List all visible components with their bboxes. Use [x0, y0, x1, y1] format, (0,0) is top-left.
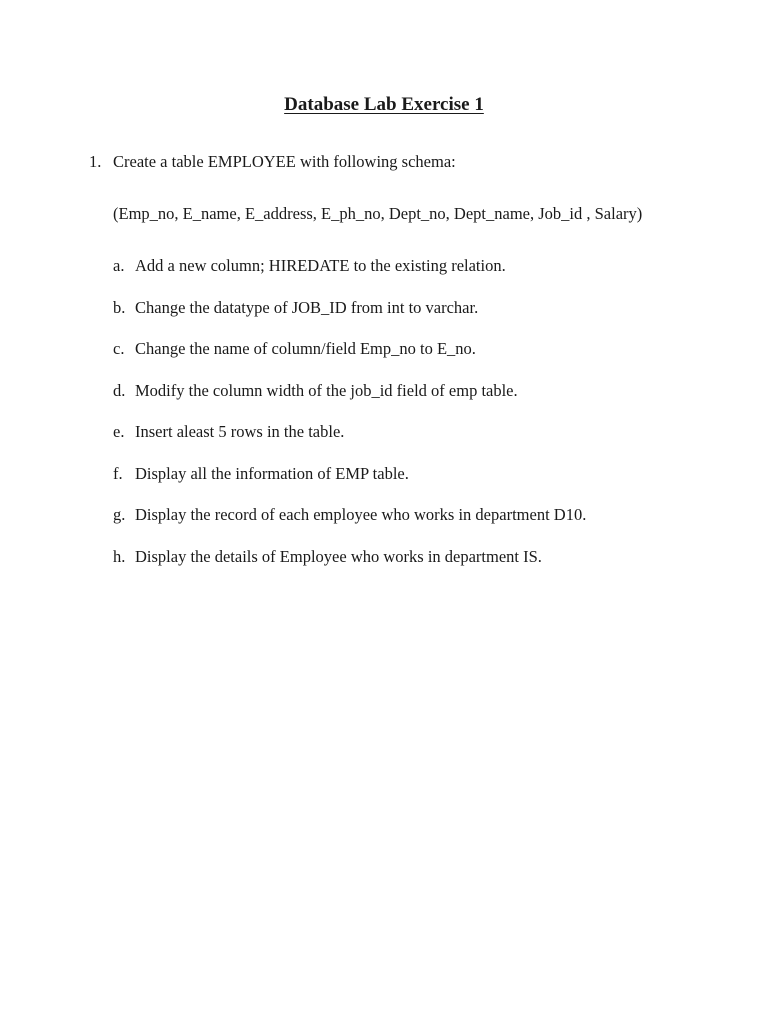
sub-question-marker: g. — [113, 505, 126, 524]
sub-question-list — [113, 256, 733, 588]
sub-question-d — [113, 381, 733, 401]
sub-question-marker: e. — [113, 422, 125, 441]
question-number: 1. — [89, 152, 102, 171]
sub-question-marker: d. — [113, 380, 126, 400]
sub-question-g — [113, 505, 733, 525]
sub-question-text: Modify the column width of the job_id field of emp table. — [135, 380, 518, 400]
sub-question-h — [113, 547, 733, 567]
question-text: Create a table EMPLOYEE with following schema: — [113, 152, 456, 171]
sub-question-marker: b. — [113, 297, 126, 317]
table-schema: (Emp_no, E_name, E_address, E_ph_no, Dept_no, Dept_name, Job_id , Salary) — [113, 204, 643, 223]
sub-question-text: Insert aleast 5 rows in the table. — [135, 422, 345, 441]
sub-question-text: Display the record of each employee who works in department D10. — [135, 505, 587, 524]
sub-question-b — [113, 298, 733, 318]
sub-question-marker: h. — [113, 546, 126, 566]
sub-question-marker: c. — [113, 339, 125, 358]
sub-question-c — [113, 339, 733, 359]
sub-question-e — [113, 422, 733, 442]
sub-question-marker: f. — [113, 463, 123, 483]
sub-question-a — [113, 256, 733, 276]
sub-question-text: Add a new column; HIREDATE to the existing relation. — [135, 256, 506, 275]
sub-question-marker: a. — [113, 256, 125, 275]
sub-question-text: Display all the information of EMP table. — [135, 463, 409, 483]
document-title: Database Lab Exercise 1 — [284, 94, 484, 115]
sub-question-text: Change the name of column/field Emp_no to E_no. — [135, 339, 476, 358]
sub-question-f — [113, 464, 733, 484]
sub-question-text: Display the details of Employee who works in department IS. — [135, 546, 542, 566]
sub-question-text: Change the datatype of JOB_ID from int to varchar. — [135, 297, 479, 317]
